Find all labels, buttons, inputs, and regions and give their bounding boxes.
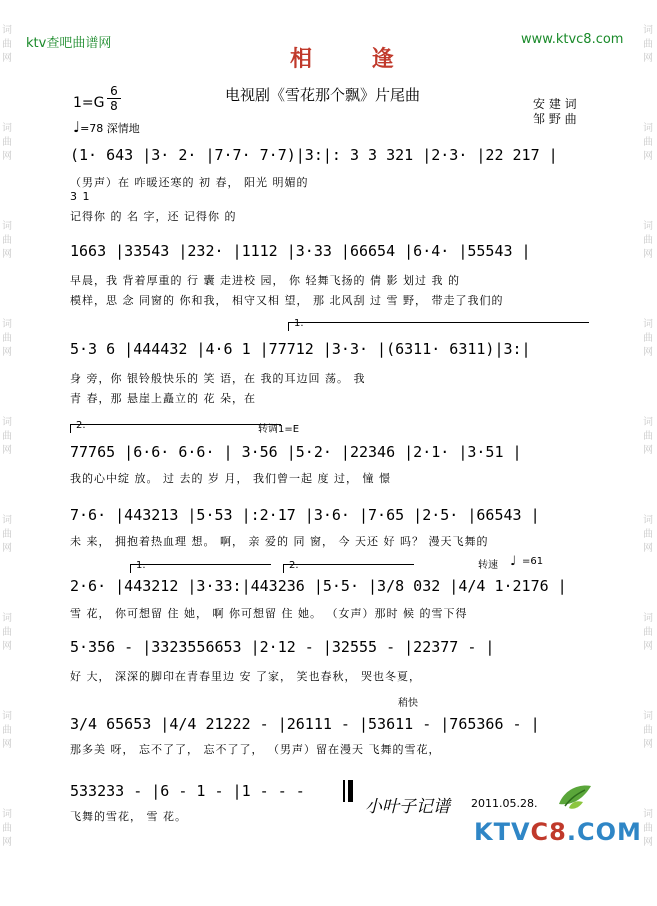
watermark-text: 词 曲 网 <box>643 221 653 260</box>
watermark-right <box>641 24 655 906</box>
watermark-text: 词 曲 网 <box>643 123 653 162</box>
watermark-text: 词 曲 网 <box>643 417 653 456</box>
transcription-date: 2011.05.28. <box>471 797 538 810</box>
music-line-5: 7·6· |443213 |5·53 |:2·17 |3·6· |7·65 |2·5· |66543 | <box>70 506 540 524</box>
quarter-note-icon: ♩ <box>510 554 517 569</box>
composer-credit: 邹 野 曲 <box>533 112 577 126</box>
lyricist-credit: 安 建 词 <box>533 97 577 111</box>
site-url-right: www.ktvc8.com <box>521 32 624 47</box>
music-line-6: 2·6· |443212 |3·33:|443236 |5·5· |3/8 032 |4/4 1·2176 | <box>70 577 567 595</box>
volta-2-label: 2. <box>76 420 86 431</box>
final-barline-thin <box>343 780 345 802</box>
watermark-text: 词 曲 网 <box>2 711 12 750</box>
lyrics-line-3b: 青 春，那 悬崖上矗立的 花 朵，在 <box>70 392 256 405</box>
music-line-8: 3/4 65653 |4/4 21222 - |26111 - |53611 - |765366 - | <box>70 715 540 733</box>
lyrics-line-1: （男声）在 咋暖还寒的 初 春， 阳光 明媚的 <box>70 176 309 189</box>
volta-bracket-1b <box>130 564 271 573</box>
time-signature <box>107 84 121 113</box>
site-name-left: ktv查吧曲谱网 <box>26 36 112 51</box>
leaf-logo-icon <box>555 780 595 812</box>
lyrics-line-3a: 身 旁，你 银铃般快乐的 笑 语，在 我的耳边回 荡。 我 <box>70 372 366 385</box>
lyrics-line-5: 未 来， 拥抱着热血理 想。 啊， 亲 爱的 同 窗， 今 天还 好 吗？ 漫天飞舞的 <box>70 535 489 548</box>
music-line-7: 5·356 - |3323556653 |2·12 - |32555 - |22377 - | <box>70 638 495 656</box>
watermark-text: 词 曲 网 <box>643 613 653 652</box>
tempo-marking <box>73 118 140 136</box>
tempo-text: =78 深情地 <box>80 122 140 135</box>
volta-1-label: 1. <box>294 318 304 329</box>
brand-logo-right: .COM <box>566 818 642 846</box>
speed-tempo: =61 <box>522 556 544 567</box>
brand-logo-mid: C8 <box>530 818 567 846</box>
lyrics-line-4: 我的心中绽 放。 过 去的 岁 月， 我们曾一起 度 过， 憧 憬 <box>70 472 391 485</box>
watermark-text: 词 曲 网 <box>2 613 12 652</box>
watermark-text: 词 曲 网 <box>643 25 653 64</box>
music-line-2: 1663 |33543 |232· |1112 |3·33 |66654 |6·4· |55543 | <box>70 242 531 260</box>
modulation-mark: 转调1=E <box>258 424 300 435</box>
lyrics-line-7: 好 大， 深深的脚印在青春里边 安 了家， 笑也春秋， 哭也冬夏， <box>70 670 421 683</box>
watermark-text: 词 曲 网 <box>2 809 12 848</box>
time-signature-bottom: 8 <box>107 98 121 113</box>
music-line-4: 77765 |6·6· 6·6· | 3·56 |5·2· |22346 |2·1· |3·51 | <box>70 443 522 461</box>
final-barline-thick <box>348 780 353 802</box>
watermark-text: 词 曲 网 <box>643 319 653 358</box>
brand-logo <box>474 818 642 846</box>
song-subtitle: 电视剧《雪花那个飘》片尾曲 <box>225 86 421 104</box>
volta-bracket-2 <box>70 424 281 433</box>
key-signature: 1=G <box>73 95 105 111</box>
music-line-1: (1· 643 |3· 2· |7·7· 7·7)|3:|: 3 3 321 |2·3· |22 217 | <box>70 146 558 164</box>
lyrics-line-2a: 早晨，我 背着厚重的 行 囊 走进校 园， 你 轻舞飞扬的 倩 影 划过 我 的 <box>70 274 460 287</box>
time-signature-top: 6 <box>110 84 118 98</box>
lyrics-line-6: 雪 花， 你可想留 住 她， 啊 你可想留 住 她。 （女声）那时 候 的雪下得 <box>70 607 468 620</box>
song-title: 相 逢 <box>290 46 420 72</box>
volta-2b-label: 2. <box>289 560 299 571</box>
watermark-text: 词 曲 网 <box>643 515 653 554</box>
brand-logo-left: KTV <box>474 818 531 846</box>
watermark-text: 词 曲 网 <box>2 319 12 358</box>
watermark-left <box>0 24 14 906</box>
speed-change-mark: 转速 <box>478 560 498 571</box>
volta-bracket-2b <box>283 564 414 573</box>
watermark-text: 词 曲 网 <box>643 711 653 750</box>
transcriber-signature: 小叶子记谱 <box>365 797 450 817</box>
watermark-text: 词 曲 网 <box>643 809 653 848</box>
music-line-3: 5·3 6 |444432 |4·6 1 |77712 |3·3· |(6311· 6311)|3:| <box>70 340 531 358</box>
volta-bracket-1 <box>288 322 589 331</box>
volta-1b-label: 1. <box>136 560 146 571</box>
lyrics-line-1b: 记得你 的 名 字，还 记得你 的 <box>70 210 237 223</box>
watermark-text: 词 曲 网 <box>2 417 12 456</box>
music-line-9: 533233 - |6 - 1 - |1 - - - <box>70 782 305 800</box>
watermark-text: 词 曲 网 <box>2 25 12 64</box>
slightly-faster-mark: 稍快 <box>398 698 418 709</box>
lyrics-line-2b: 模样，思 念 同窗的 你和我， 相守又相 望， 那 北风刮 过 雪 野， 带走了我们的 <box>70 294 504 307</box>
quarter-note-icon: ♩ <box>73 118 81 136</box>
lyrics-line-8: 那多美 呀， 忘不了了， 忘不了了， （男声）留在漫天 飞舞的雪花， <box>70 743 441 756</box>
lyrics-line-9: 飞舞的雪花， 雪 花。 <box>70 810 187 823</box>
watermark-text: 词 曲 网 <box>2 221 12 260</box>
lyrics-extra-notes: 3 1 <box>70 190 91 203</box>
watermark-text: 词 曲 网 <box>2 515 12 554</box>
watermark-text: 词 曲 网 <box>2 123 12 162</box>
